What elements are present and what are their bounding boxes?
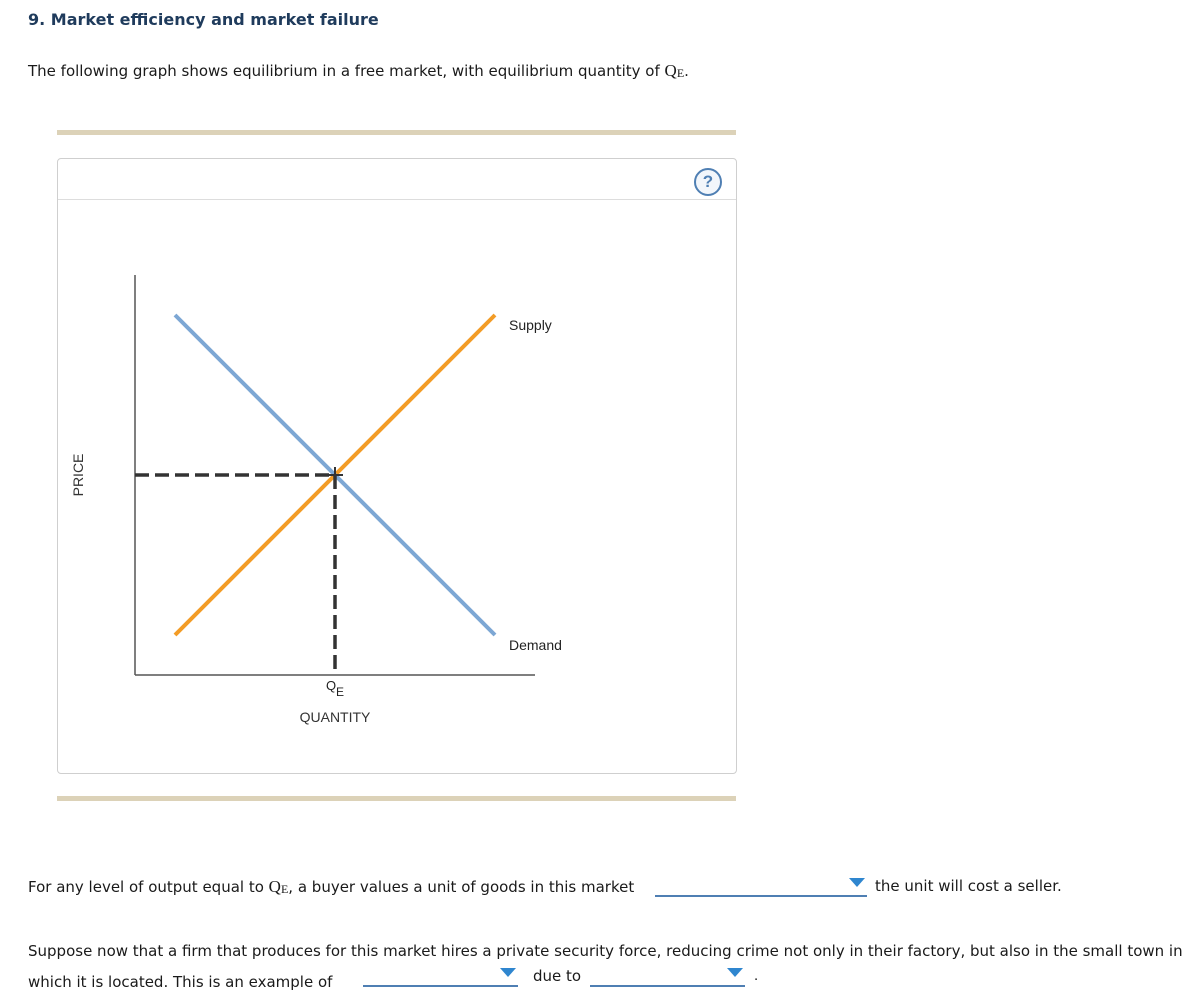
question-title: 9. Market efficiency and market failure (28, 10, 379, 29)
sentence-period: . (754, 967, 759, 984)
qe-symbol-q1: $Q_E$ (268, 877, 289, 896)
externality-type-dropdown[interactable] (363, 963, 518, 987)
supply-label: Supply (509, 317, 552, 333)
question-1-tail: the unit will cost a seller. (875, 877, 1062, 895)
help-icon[interactable]: ? (694, 168, 722, 196)
question-2-text: Suppose now that a firm that produces for this market hires a private security force, reducing crime not only in their factory, but also in the small town in which it is located. This is an example of (28, 942, 1183, 991)
x-axis-label: QUANTITY (299, 709, 371, 725)
chevron-down-icon (500, 968, 516, 977)
y-axis-label: PRICE (70, 453, 86, 497)
buyer-value-dropdown[interactable] (655, 873, 867, 897)
intro-text: The following graph shows equilibrium in a free market, with equilibrium quantity of (28, 62, 665, 80)
intro-period: . (684, 62, 689, 80)
chevron-down-icon (727, 968, 743, 977)
externality-cause-dropdown[interactable] (590, 963, 745, 987)
due-to-label: due to (533, 967, 582, 985)
bottom-divider (57, 796, 736, 801)
demand-label: Demand (509, 637, 562, 653)
qe-symbol: $Q_E$ (664, 61, 685, 80)
question-1-text: For any level of output equal to $Q_E$, a buyer values a unit of goods in this market (28, 877, 635, 896)
qe-tick-label: Q (326, 678, 337, 693)
chevron-down-icon (849, 878, 865, 887)
qe-tick-subscript: E (336, 685, 345, 699)
